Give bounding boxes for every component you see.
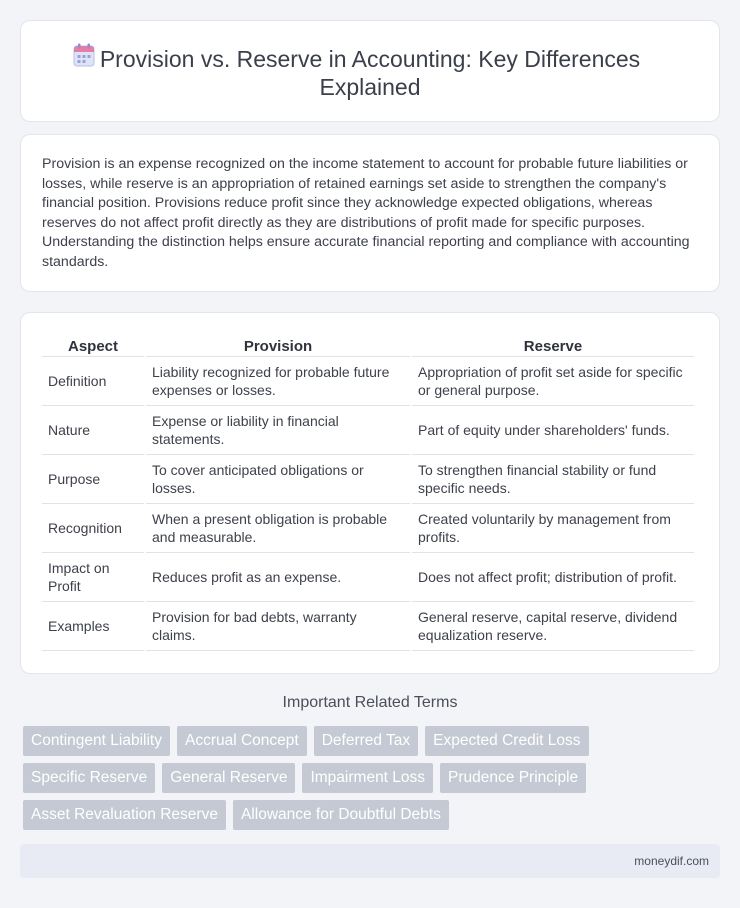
related-term-tag[interactable]: Deferred Tax xyxy=(314,726,418,756)
title-card xyxy=(20,20,720,122)
provision-cell: Reduces profit as an expense. xyxy=(146,553,410,602)
table-row xyxy=(42,553,694,602)
reserve-cell: To strengthen financial stability or fund specific needs. xyxy=(412,455,694,504)
related-terms-heading: Important Related Terms xyxy=(282,694,458,711)
page-title: Provision vs. Reserve in Accounting: Key Differences Explained xyxy=(99,46,641,100)
header-aspect: Aspect xyxy=(42,333,144,357)
table-row xyxy=(42,406,694,455)
comparison-table xyxy=(40,333,696,651)
provision-cell: When a present obligation is probable and measurable. xyxy=(146,504,410,553)
aspect-cell: Impact on Profit xyxy=(42,553,144,602)
reserve-cell: Part of equity under shareholders' funds. xyxy=(412,406,694,455)
related-terms-list xyxy=(23,726,723,830)
reserve-cell: Created voluntarily by management from profits. xyxy=(412,504,694,553)
table-row xyxy=(42,504,694,553)
summary-card xyxy=(20,134,720,292)
aspect-cell: Definition xyxy=(42,357,144,406)
table-row xyxy=(42,602,694,651)
reserve-cell: General reserve, capital reserve, dividend equalization reserve. xyxy=(412,602,694,651)
related-term-tag[interactable]: Expected Credit Loss xyxy=(425,726,588,756)
footer xyxy=(20,844,720,878)
header-provision: Provision xyxy=(146,333,410,357)
provision-cell: Expense or liability in financial statements. xyxy=(146,406,410,455)
table-header-row xyxy=(42,333,694,357)
summary-text: Provision is an expense recognized on the income statement to account for probable future liabilities or losses, while reserve is an appropriation of retained earnings set aside to strengthen the company's financial position. Provisions reduce profit since they acknowledge expected obligations, whereas reserves do not affect profit directly as they are distributions of profit made for specific purposes. Understanding the distinction helps ensure accurate financial reporting and compliance with accounting standards. xyxy=(42,156,690,270)
related-term-tag[interactable]: Asset Revaluation Reserve xyxy=(23,800,226,830)
related-term-tag[interactable]: Allowance for Doubtful Debts xyxy=(233,800,449,830)
table-row xyxy=(42,455,694,504)
related-term-tag[interactable]: Specific Reserve xyxy=(23,763,155,793)
aspect-cell: Examples xyxy=(42,602,144,651)
related-term-tag[interactable]: General Reserve xyxy=(162,763,295,793)
aspect-cell: Recognition xyxy=(42,504,144,553)
related-term-tag[interactable]: Contingent Liability xyxy=(23,726,170,756)
footer-site-link[interactable]: moneydif.com xyxy=(634,854,709,868)
reserve-cell: Appropriation of profit set aside for specific or general purpose. xyxy=(412,357,694,406)
reserve-cell: Does not affect profit; distribution of profit. xyxy=(412,553,694,602)
header-reserve: Reserve xyxy=(412,333,694,357)
related-term-tag[interactable]: Accrual Concept xyxy=(177,726,307,756)
table-row xyxy=(42,357,694,406)
aspect-cell: Nature xyxy=(42,406,144,455)
aspect-cell: Purpose xyxy=(42,455,144,504)
provision-cell: To cover anticipated obligations or losses. xyxy=(146,455,410,504)
related-term-tag[interactable]: Impairment Loss xyxy=(302,763,433,793)
provision-cell: Liability recognized for probable future expenses or losses. xyxy=(146,357,410,406)
related-term-tag[interactable]: Prudence Principle xyxy=(440,763,586,793)
comparison-card xyxy=(20,312,720,674)
provision-cell: Provision for bad debts, warranty claims. xyxy=(146,602,410,651)
